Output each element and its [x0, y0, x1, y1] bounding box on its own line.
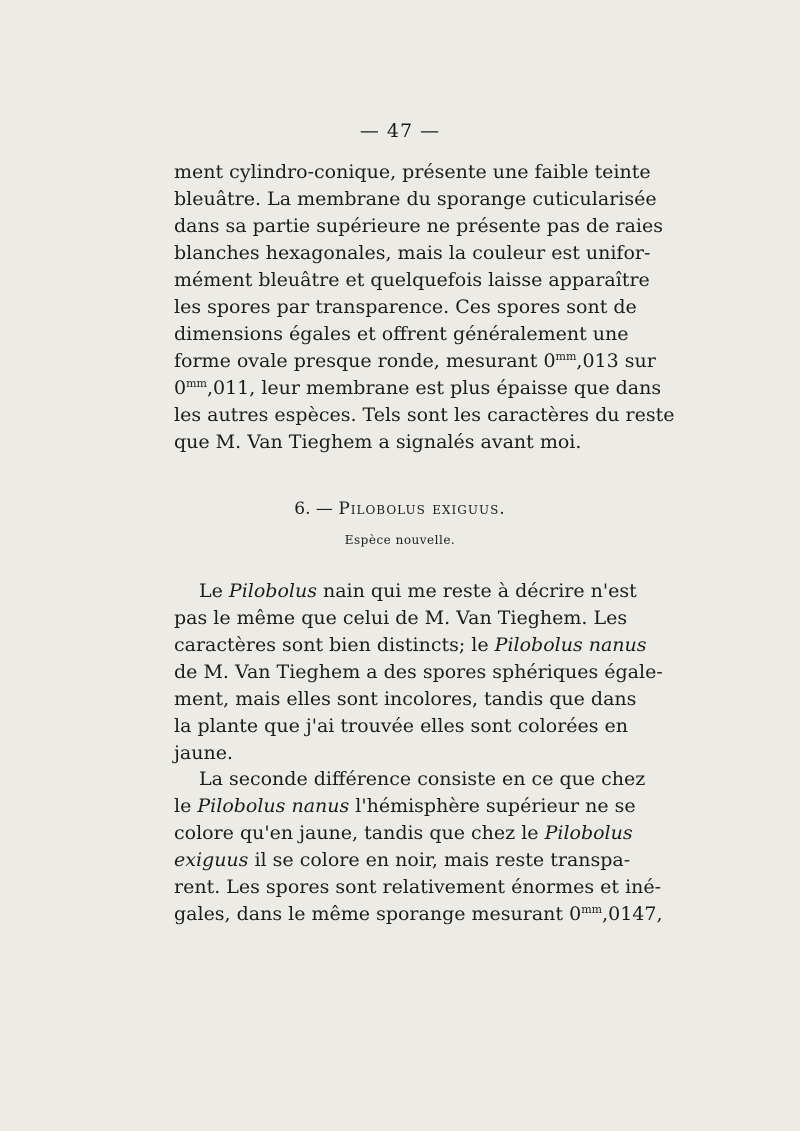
- unit-superscript: mm: [186, 377, 207, 390]
- section-number: 6. —: [294, 499, 333, 519]
- italic-taxon: Pilobolus nanus: [197, 795, 350, 817]
- text-segment: nain qui me reste à décrire n'est: [316, 580, 637, 602]
- unit-superscript: mm: [581, 903, 603, 916]
- section-heading: [0, 496, 800, 523]
- text-line: La seconde différence consiste en ce que chez: [199, 768, 646, 790]
- page-number: — 47 —: [359, 120, 441, 142]
- text-line: [174, 632, 647, 659]
- text-line: jaune.: [174, 742, 233, 764]
- text-segment: l'hémisphère supérieur ne se: [349, 795, 636, 817]
- text-segment: forme ovale presque ronde, mesurant 0: [174, 350, 556, 372]
- text-line: dans sa partie supérieure ne présente pas de raies: [174, 215, 663, 237]
- text-line: les spores par transparence. Ces spores sont de: [174, 296, 637, 318]
- section-title: Pilobolus exiguus.: [338, 499, 506, 519]
- text-segment: gales, dans le même sporange mesurant 0: [174, 903, 582, 925]
- text-line: [174, 820, 633, 847]
- text-line: mément bleuâtre et quelquefois laisse apparaître: [174, 269, 650, 291]
- text-line: ment, mais elles sont incolores, tandis que dans: [174, 688, 637, 710]
- text-segment: ,013 sur: [576, 350, 656, 372]
- text-line: [174, 348, 656, 375]
- section-subtitle: Espèce nouvelle.: [344, 533, 456, 547]
- text-line: [174, 847, 631, 874]
- text-segment: le: [174, 795, 198, 817]
- unit-superscript: mm: [555, 350, 577, 363]
- text-segment: 0: [174, 377, 187, 399]
- italic-taxon: Pilobolus: [544, 822, 633, 844]
- italic-taxon: exiguus: [174, 849, 249, 871]
- text-segment: caractères sont bien distincts; le: [174, 634, 495, 656]
- text-segment: il se colore en noir, mais reste transpa-: [248, 849, 631, 871]
- text-line: rent. Les spores sont relativement énormes et iné-: [174, 876, 662, 898]
- text-line: [199, 578, 637, 605]
- text-line: la plante que j'ai trouvée elles sont colorées en: [174, 715, 629, 737]
- text-segment: ,0147,: [602, 903, 663, 925]
- text-segment: Le: [199, 580, 229, 602]
- text-line: que M. Van Tieghem a signalés avant moi.: [174, 431, 582, 453]
- text-line: blanches hexagonales, mais la couleur est unifor-: [174, 242, 651, 264]
- text-segment: colore qu'en jaune, tandis que chez le: [174, 822, 545, 844]
- text-line: ment cylindro-conique, présente une faible teinte: [174, 161, 651, 183]
- text-line: [174, 375, 662, 402]
- text-line: pas le même que celui de M. Van Tieghem. Les: [174, 607, 628, 629]
- text-line: les autres espèces. Tels sont les caractères du reste: [174, 404, 675, 426]
- text-line: [174, 901, 663, 928]
- text-line: de M. Van Tieghem a des spores sphériques égale-: [174, 661, 663, 683]
- text-line: [174, 793, 636, 820]
- text-line: bleuâtre. La membrane du sporange cuticularisée: [174, 188, 657, 210]
- text-line: dimensions égales et offrent généralement une: [174, 323, 629, 345]
- italic-taxon: Pilobolus nanus: [494, 634, 647, 656]
- italic-taxon: Pilobolus: [228, 580, 317, 602]
- text-segment: ,011, leur membrane est plus épaisse que dans: [206, 377, 662, 399]
